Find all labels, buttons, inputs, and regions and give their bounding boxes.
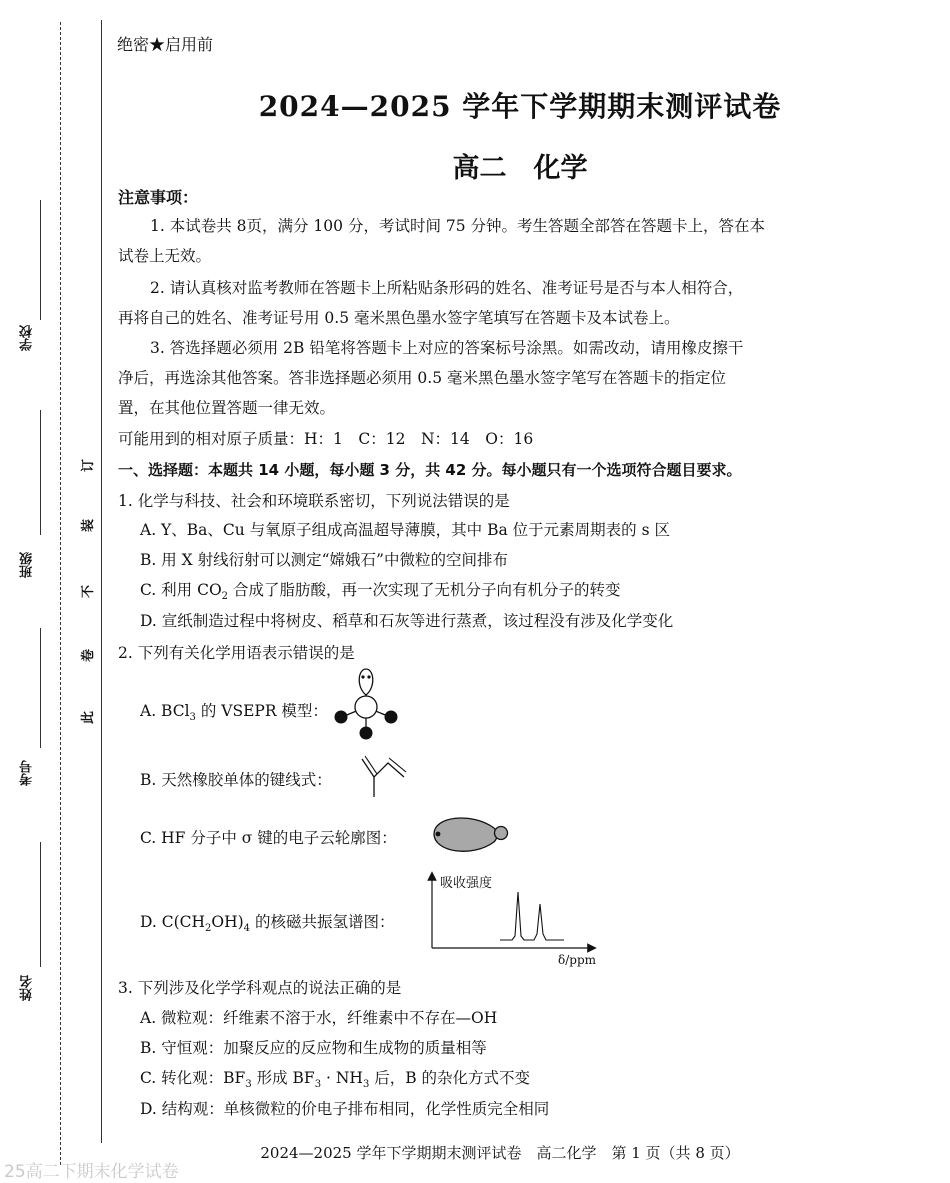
exam-no-label: 考号 xyxy=(20,760,35,786)
q1-option-d: D. 宣纸制造过程中将树皮、稻草和石灰等进行蒸煮，该过程没有涉及化学变化 xyxy=(140,612,674,630)
q1-stem: 1. 化学与科技、社会和环境联系密切，下列说法错误的是 xyxy=(118,492,510,510)
isoprene-skeletal-formula xyxy=(358,755,418,803)
watermark-text: 25高二下期末化学试卷 xyxy=(4,1162,179,1182)
margin-solid-line xyxy=(101,20,102,1143)
exam-no-blank-line xyxy=(40,628,41,748)
seal-char: 不 xyxy=(81,584,97,599)
q2-option-d: D. $C(CH_2OH)_4$ 的核磁共振氢谱图： xyxy=(140,913,395,935)
q1-option-a: A. Y、Ba、Cu 与氧原子组成高温超导薄膜，其中 Ba 位于元素周期表的 s 区 xyxy=(140,521,670,539)
notice-item-1: 1. 本试卷共 8页，满分 100 分，考试时间 75 分钟。考生答题全部答在答题卡上，答在本 试卷上无效。 xyxy=(118,217,766,265)
exam-subtitle: 高二 化学 xyxy=(452,153,588,184)
q1-option-c: C. 利用 $CO_2$ 合成了脂肪酸，再一次实现了无机分子向有机分子的转变 xyxy=(140,581,621,603)
vsepr-model-diagram xyxy=(330,665,402,743)
notice-heading: 注意事项： xyxy=(118,188,199,207)
notice-item-2: 2. 请认真核对监考教师在答题卡上所粘贴条形码的姓名、准考证号是否与本人相符合， 再将自己的姓名、准考证号用 0.5 毫米黑色墨水签字笔填写在答题卡及本试卷上。 xyxy=(118,279,744,327)
class-label: 班级 xyxy=(20,552,35,578)
name-label: 姓名 xyxy=(20,975,35,1001)
seal-char: 卷 xyxy=(81,648,97,663)
nmr-x-axis-label: δ/ppm xyxy=(558,953,597,967)
exam-title: 2024—2025 学年下学期期末测评试卷 xyxy=(258,90,782,123)
section-1-heading: 一、选择题：本题共 14 小题，每小题 3 分，共 42 分。每小题只有一个选项符合题目要求。 xyxy=(118,461,742,479)
seal-char: 装 xyxy=(81,518,97,533)
seal-char: 订 xyxy=(81,458,97,473)
atomic-mass-line: 可能用到的相对原子质量：H：1 C：12 N：14 O：16 xyxy=(118,430,534,448)
confidential-mark: 绝密★启用前 xyxy=(117,35,214,54)
name-blank-line xyxy=(40,842,41,967)
q3-option-a: A. 微粒观：纤维素不溶于水，纤维素中不存在—OH xyxy=(140,1009,498,1027)
class-blank-line xyxy=(40,410,41,535)
q1-option-b: B. 用 X 射线衍射可以测定“嫦娥石”中微粒的空间排布 xyxy=(140,551,508,569)
school-blank-line xyxy=(40,200,41,320)
notice-item-3: 3. 答选择题必须用 2B 铅笔将答题卡上对应的答案标号涂黑。如需改动，请用橡皮擦干 净后，再选涂其他答案。答非选择题必须用 0.5 毫米黑色墨水签字笔写在答题卡的指定位 置，在其他位置答题一律无效。 xyxy=(118,339,744,417)
q2-option-c: C. HF 分子中 σ 键的电子云轮廓图： xyxy=(140,829,397,847)
hf-sigma-bond-orbital xyxy=(428,808,512,860)
q2-stem: 2. 下列有关化学用语表示错误的是 xyxy=(118,644,355,662)
nmr-y-axis-label: 吸收强度 xyxy=(440,876,493,891)
q2-option-a: A. BCl$_3$ 的 VSEPR 模型： xyxy=(140,702,328,724)
q2-option-b: B. 天然橡胶单体的键线式： xyxy=(140,771,332,789)
fold-dashed-line xyxy=(60,22,61,1165)
page-footer: 2024—2025 学年下学期期末测评试卷 高二化学 第 1 页（共 8 页） xyxy=(260,1144,740,1162)
nmr-spectrum-chart xyxy=(424,870,604,970)
q3-option-d: D. 结构观：单核微粒的价电子排布相同，化学性质完全相同 xyxy=(140,1100,550,1118)
q3-option-c: C. 转化观：$BF_3$ 形成 $BF_3 \cdot NH_3$ 后，B 的杂化方式不变 xyxy=(140,1069,531,1091)
q3-stem: 3. 下列涉及化学学科观点的说法正确的是 xyxy=(118,979,402,997)
school-label: 学校 xyxy=(20,325,35,351)
seal-char: 此 xyxy=(81,710,97,725)
q3-option-b: B. 守恒观：加聚反应的反应物和生成物的质量相等 xyxy=(140,1039,487,1057)
